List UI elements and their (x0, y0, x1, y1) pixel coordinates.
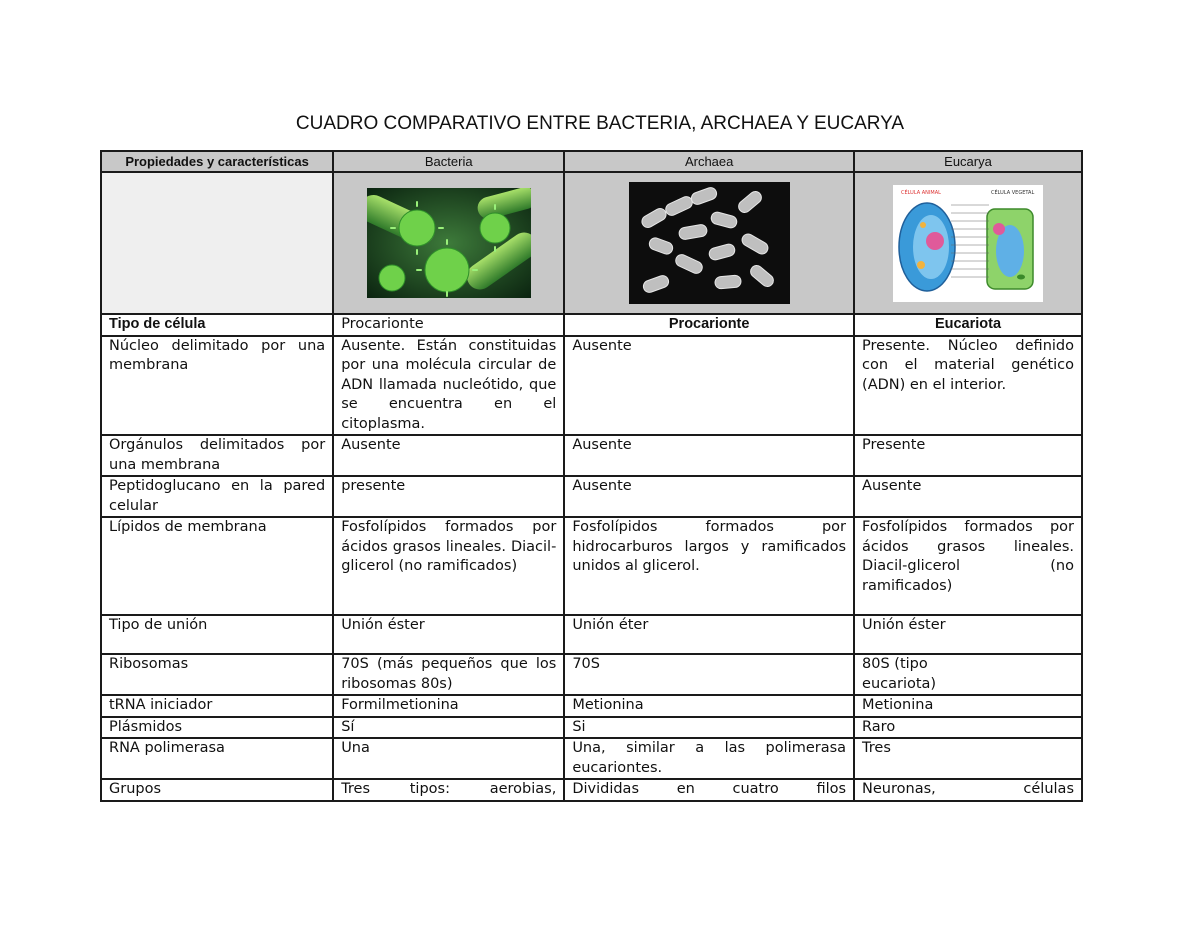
bacteria-image-cell (333, 172, 564, 314)
row-lipidos (101, 517, 1082, 615)
header-eucarya: Eucarya (854, 151, 1082, 172)
comparison-table (100, 150, 1083, 802)
archaea-lipidos: Fosfolípidos formados por hidrocarburos largos y ramificados unidos al glicerol. (564, 517, 854, 615)
eucarya-lipidos: Fosfolípidos formados por ácidos grasos lineales. Diacil-glicerol (no ramificados) (854, 517, 1082, 615)
row-plasmidos (101, 717, 1082, 739)
bacteria-union: Unión éster (333, 615, 564, 654)
bacteria-nucleo: Ausente. Están constituidas por una molécula circular de ADN llamada nucleótido, que se encuentra en el citoplasma. (333, 336, 564, 436)
archaea-peptidoglucano: Ausente (564, 476, 854, 517)
bacteria-trna: Formilmetionina (333, 695, 564, 717)
label-plasmidos: Plásmidos (101, 717, 333, 739)
label-trna: tRNA iniciador (101, 695, 333, 717)
bacteria-plasmidos: Sí (333, 717, 564, 739)
archaea-image (629, 182, 790, 304)
empty-image-cell (101, 172, 333, 314)
label-tipo-celula: Tipo de célula (101, 314, 333, 336)
archaea-rna-polimerasa: Una, similar a las polimerasa eucariontes. (564, 738, 854, 779)
archaea-nucleo: Ausente (564, 336, 854, 436)
eucarya-image (893, 185, 1043, 302)
row-tipo-celula (101, 314, 1082, 336)
eucarya-ribosomas-text: 80S (tipo eucariota) (862, 656, 937, 692)
header-archaea: Archaea (564, 151, 854, 172)
row-rna-polimerasa (101, 738, 1082, 779)
eucarya-tipo-celula: Eucariota (854, 314, 1082, 336)
table-header-row (101, 151, 1082, 172)
archaea-trna: Metionina (564, 695, 854, 717)
archaea-grupos: Divididas en cuatro filos (564, 779, 854, 801)
eucarya-organulos: Presente (854, 435, 1082, 476)
eucarya-peptidoglucano: Ausente (854, 476, 1082, 517)
eucarya-grupos: Neuronas, células (854, 779, 1082, 801)
row-trna (101, 695, 1082, 717)
archaea-plasmidos: Si (564, 717, 854, 739)
archaea-tipo-celula: Procarionte (564, 314, 854, 336)
row-union (101, 615, 1082, 654)
plant-cell-label: CÉLULA VEGETAL (991, 189, 1035, 196)
eucarya-ribosomas (854, 654, 1082, 695)
label-rna-polimerasa: RNA polimerasa (101, 738, 333, 779)
eucarya-plasmidos: Raro (854, 717, 1082, 739)
row-grupos (101, 779, 1082, 801)
label-grupos: Grupos (101, 779, 333, 801)
bacteria-lipidos: Fosfolípidos formados por ácidos grasos lineales. Diacil-glicerol (no ramificados) (333, 517, 564, 615)
archaea-union: Unión éter (564, 615, 854, 654)
bacteria-tipo-celula: Procarionte (333, 314, 564, 336)
label-ribosomas: Ribosomas (101, 654, 333, 695)
row-ribosomas (101, 654, 1082, 695)
label-nucleo: Núcleo delimitado por una membrana (101, 336, 333, 436)
animal-cell-label: CÉLULA ANIMAL (901, 189, 941, 196)
bacteria-rna-polimerasa: Una (333, 738, 564, 779)
bacteria-peptidoglucano: presente (333, 476, 564, 517)
eucarya-trna: Metionina (854, 695, 1082, 717)
label-organulos: Orgánulos delimitados por una membrana (101, 435, 333, 476)
eucarya-nucleo: Presente. Núcleo definido con el material genético (ADN) en el interior. (854, 336, 1082, 436)
bacteria-organulos: Ausente (333, 435, 564, 476)
document-title: CUADRO COMPARATIVO ENTRE BACTERIA, ARCHAEA Y EUCARYA (295, 113, 905, 134)
label-union: Tipo de unión (101, 615, 333, 654)
label-peptidoglucano: Peptidoglucano en la pared celular (101, 476, 333, 517)
eucarya-rna-polimerasa: Tres (854, 738, 1082, 779)
images-row (101, 172, 1082, 314)
label-lipidos: Lípidos de membrana (101, 517, 333, 615)
bacteria-grupos: Tres tipos: aerobias, (333, 779, 564, 801)
archaea-image-cell (564, 172, 854, 314)
row-peptidoglucano (101, 476, 1082, 517)
row-nucleo (101, 336, 1082, 436)
bacteria-image (367, 188, 531, 298)
row-organulos (101, 435, 1082, 476)
archaea-ribosomas: 70S (564, 654, 854, 695)
header-properties: Propiedades y características (101, 151, 333, 172)
bacteria-ribosomas: 70S (más pequeños que los ribosomas 80s) (333, 654, 564, 695)
eucarya-union: Unión éster (854, 615, 1082, 654)
archaea-organulos: Ausente (564, 435, 854, 476)
eucarya-image-cell (854, 172, 1082, 314)
header-bacteria: Bacteria (333, 151, 564, 172)
